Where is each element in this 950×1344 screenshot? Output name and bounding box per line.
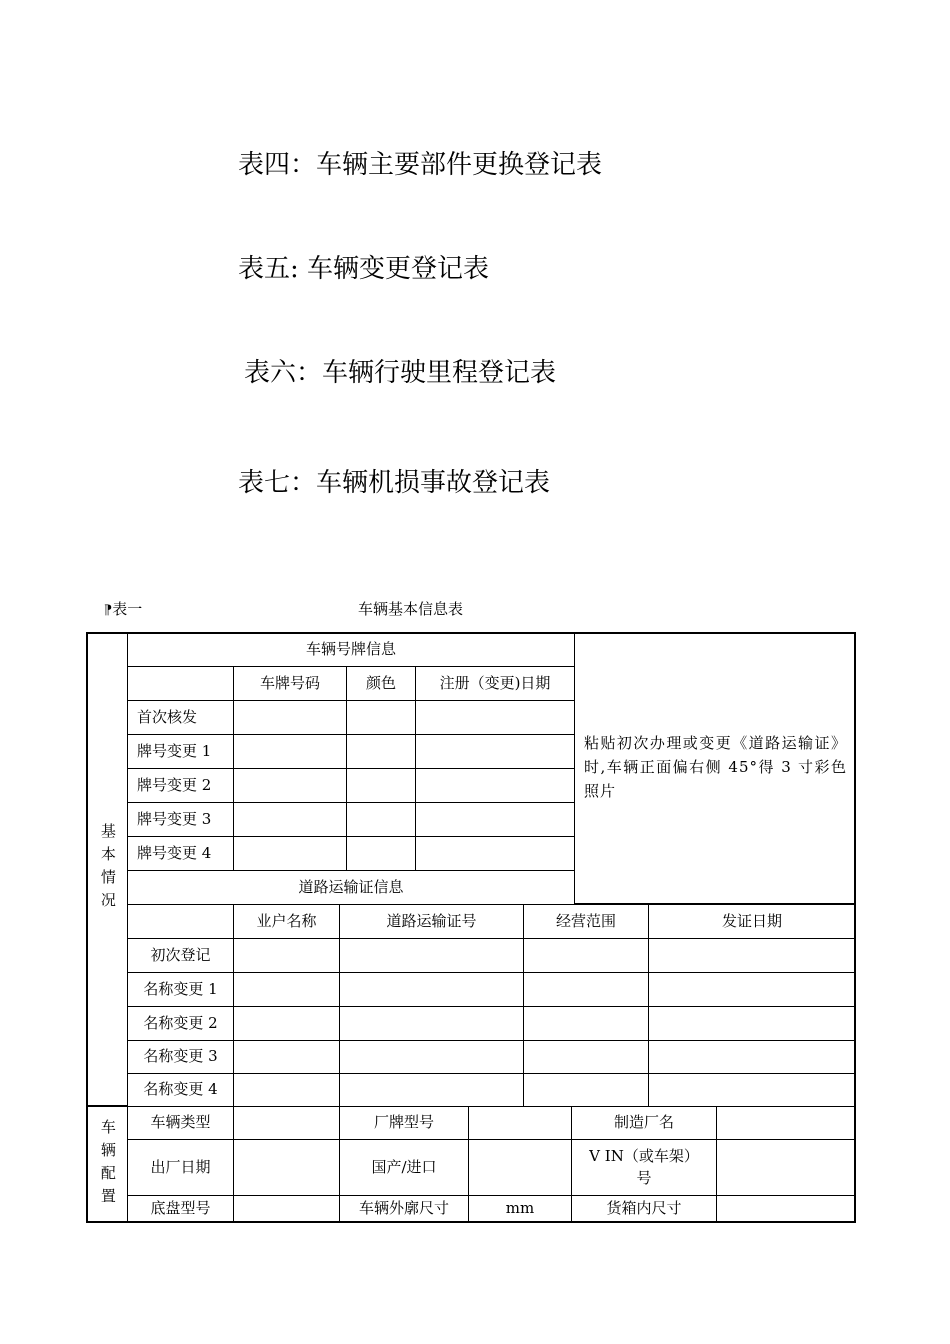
plate-row-color-cell[interactable] (346, 802, 416, 837)
road-row-permit-cell[interactable] (339, 1040, 524, 1074)
road-row-owner-cell[interactable] (233, 1073, 340, 1107)
road-row-label: 初次登记 (127, 938, 234, 973)
config-label-origin: 国产/进口 (339, 1139, 469, 1196)
side-label-basic: 基本情况 (86, 632, 128, 1106)
road-header-blank (127, 904, 234, 939)
road-row-date-cell[interactable] (648, 972, 856, 1007)
config-label-cargo-dimensions: 货箱内尺寸 (571, 1195, 717, 1223)
config-value-outer-dimensions[interactable]: mm (468, 1195, 572, 1223)
plate-header-date: 注册（变更)日期 (415, 666, 575, 701)
road-row-date-cell[interactable] (648, 1040, 856, 1074)
config-label-vehicle-type: 车辆类型 (127, 1106, 234, 1140)
config-label-outer-dimensions: 车辆外廓尺寸 (339, 1195, 469, 1223)
config-value-production-date[interactable] (233, 1139, 340, 1196)
road-row-permit-cell[interactable] (339, 1006, 524, 1041)
heading-table-6: 表六：车辆行驶里程登记表 (244, 358, 557, 388)
table-title: 车辆基本信息表 (358, 600, 464, 618)
config-value-vehicle-type[interactable] (233, 1106, 340, 1140)
heading-table-5: 表五: 车辆变更登记表 (238, 254, 490, 284)
plate-row-label: 首次核发 (127, 700, 234, 735)
road-row-label: 名称变更 2 (127, 1006, 234, 1041)
plate-row-number-cell[interactable] (233, 836, 347, 871)
road-row-owner-cell[interactable] (233, 1040, 340, 1074)
config-label-manufacturer: 制造厂名 (571, 1106, 717, 1140)
plate-row-number-cell[interactable] (233, 734, 347, 769)
plate-header-number: 车牌号码 (233, 666, 347, 701)
plate-row-date-cell[interactable] (415, 768, 575, 803)
road-section-title: 道路运输证信息 (127, 870, 575, 905)
config-value-chassis-model[interactable] (233, 1195, 340, 1223)
plate-row-number-cell[interactable] (233, 768, 347, 803)
config-value-origin[interactable] (468, 1139, 572, 1196)
config-value-cargo-dimensions[interactable] (716, 1195, 856, 1223)
plate-row-date-cell[interactable] (415, 802, 575, 837)
plate-row-label: 牌号变更 3 (127, 802, 234, 837)
plate-row-date-cell[interactable] (415, 836, 575, 871)
road-row-permit-cell[interactable] (339, 972, 524, 1007)
road-row-date-cell[interactable] (648, 1073, 856, 1107)
photo-note: 粘贴初次办理或变更《道路运输证》时,车辆正面偏右侧 45°得 3 寸彩色照片 (574, 632, 856, 904)
road-header-permit-no: 道路运输证号 (339, 904, 524, 939)
plate-row-color-cell[interactable] (346, 768, 416, 803)
config-label-vin: V IN（或车架）号 (571, 1139, 717, 1196)
plate-row-color-cell[interactable] (346, 734, 416, 769)
plate-row-label: 牌号变更 2 (127, 768, 234, 803)
road-row-scope-cell[interactable] (523, 1073, 649, 1107)
plate-row-date-cell[interactable] (415, 700, 575, 735)
road-header-scope: 经营范围 (523, 904, 649, 939)
plate-row-number-cell[interactable] (233, 802, 347, 837)
road-row-scope-cell[interactable] (523, 1040, 649, 1074)
road-row-scope-cell[interactable] (523, 938, 649, 973)
road-row-label: 名称变更 4 (127, 1073, 234, 1107)
config-value-manufacturer[interactable] (716, 1106, 856, 1140)
road-row-owner-cell[interactable] (233, 972, 340, 1007)
table-label (104, 598, 142, 619)
plate-header-blank (127, 666, 234, 701)
plate-row-color-cell[interactable] (346, 836, 416, 871)
road-row-label: 名称变更 3 (127, 1040, 234, 1074)
road-row-owner-cell[interactable] (233, 1006, 340, 1041)
plate-row-label: 牌号变更 1 (127, 734, 234, 769)
road-row-date-cell[interactable] (648, 1006, 856, 1041)
road-header-owner: 业户名称 (233, 904, 340, 939)
heading-table-7: 表七：车辆机损事故登记表 (238, 468, 551, 498)
road-row-permit-cell[interactable] (339, 938, 524, 973)
anchor-mark-icon: ⁋ (104, 603, 113, 618)
side-label-config: 车辆配置 (86, 1106, 128, 1223)
plate-header-color: 颜色 (346, 666, 416, 701)
plate-row-date-cell[interactable] (415, 734, 575, 769)
plate-row-color-cell[interactable] (346, 700, 416, 735)
road-header-issue-date: 发证日期 (648, 904, 856, 939)
road-row-label: 名称变更 1 (127, 972, 234, 1007)
road-row-permit-cell[interactable] (339, 1073, 524, 1107)
plate-section-title: 车辆号牌信息 (127, 632, 575, 667)
config-value-brand-model[interactable] (468, 1106, 572, 1140)
plate-row-number-cell[interactable] (233, 700, 347, 735)
config-value-vin[interactable] (716, 1139, 856, 1196)
road-row-scope-cell[interactable] (523, 1006, 649, 1041)
road-row-scope-cell[interactable] (523, 972, 649, 1007)
plate-row-label: 牌号变更 4 (127, 836, 234, 871)
road-row-owner-cell[interactable] (233, 938, 340, 973)
heading-table-4: 表四：车辆主要部件更换登记表 (238, 150, 603, 180)
config-label-production-date: 出厂日期 (127, 1139, 234, 1196)
config-label-brand-model: 厂牌型号 (339, 1106, 469, 1140)
table-label-text: 表一 (112, 600, 143, 618)
road-row-date-cell[interactable] (648, 938, 856, 973)
config-label-chassis-model: 底盘型号 (127, 1195, 234, 1223)
